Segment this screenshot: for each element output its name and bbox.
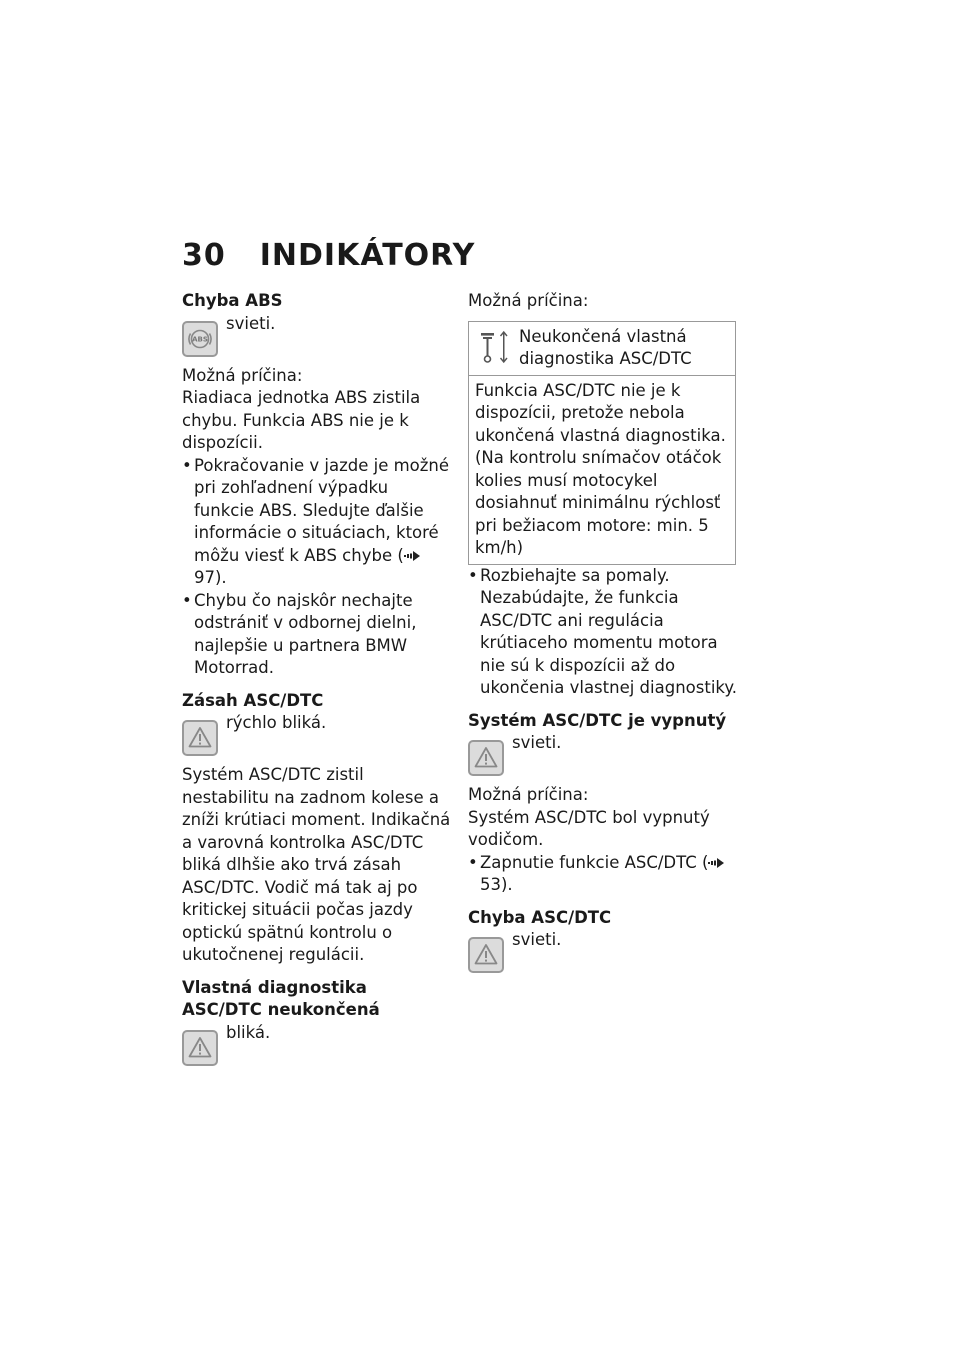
abs-warning-icon <box>182 321 218 357</box>
action-list <box>468 565 738 700</box>
chapter-title: INDIKÁTORY <box>259 238 476 273</box>
section-asc-off <box>468 710 738 897</box>
section-self-diagnosis-incomplete <box>182 977 452 1066</box>
indicator-row <box>182 1022 452 1066</box>
page-reference[interactable]: 53 <box>480 875 501 894</box>
indicator-row <box>182 712 452 756</box>
indicator-status: svieti. <box>226 313 276 333</box>
page-reference[interactable]: 97 <box>194 568 215 587</box>
section-heading: Zásah ASC/DTC <box>182 690 324 710</box>
list-item: • Chybu čo najskôr nechajte odstrániť v odbornej dielni, najlepšie u partnera BMW Motorrad. <box>182 590 452 680</box>
action-list <box>468 852 738 897</box>
indicator-status: bliká. <box>226 1022 271 1042</box>
cause-label: Možná príčina: <box>182 365 303 385</box>
asc-warning-triangle-icon <box>468 937 504 973</box>
indicator-row <box>468 929 738 973</box>
indicator-row <box>468 732 738 776</box>
section-asc-intervention <box>182 690 452 967</box>
info-box-body: Funkcia ASC/DTC nie je k dispozícii, pretože nebola ukončená vlastná diagnostika. (Na kontrolu snímačov otáčok kolies musí motocykel dosiahnuť minimálnu rýchlosť pri bežiacom motore: min. 5 km/h) <box>475 380 726 557</box>
page-reference-arrow-icon <box>404 550 420 562</box>
indicator-row <box>182 313 452 357</box>
indicator-status: rýchlo bliká. <box>226 713 327 732</box>
asc-warning-triangle-icon <box>468 740 504 776</box>
info-box <box>468 321 736 565</box>
description-text: Systém ASC/DTC zistil nestabilitu na zadnom kolese a zníži krútiaci moment. Indikačná a varovná kontrolka ASC/DTC bliká dlhšie ako trvá zásah ASC/DTC. Vodič má tak aj po kritickej situácii počas jazdy optickú spätnú kontrolu o ukutočnenej regulácii. <box>182 765 451 964</box>
page-reference-arrow-icon <box>708 857 724 869</box>
cause-text: Systém ASC/DTC bol vypnutý vodičom. <box>468 807 710 849</box>
info-box-header <box>469 322 735 376</box>
list-item: • Pokračovanie v jazde je možné pri zohľadnení výpadku funkcie ABS. Sledujte ďalšie informácie o situáciach, ktoré môžu viesť k ABS chybe (97). <box>182 455 452 590</box>
section-heading: Chyba ASC/DTC <box>468 907 612 927</box>
list-item: • Rozbiehajte sa pomaly. Nezabúdajte, že funkcia ASC/DTC ani regulácia krútiaceho momentu motora nie sú k dispozícii až do ukončenia vlastnej diagnostiky. <box>468 565 738 700</box>
diagnostics-icon <box>479 330 509 364</box>
indicator-status: svieti. <box>512 733 562 752</box>
list-item: • Zapnutie funkcie ASC/DTC (53). <box>468 852 738 897</box>
page-number: 30 <box>182 238 226 273</box>
action-list <box>182 455 452 680</box>
cause-label: Možná príčina: <box>468 785 589 804</box>
section-heading: Systém ASC/DTC je vypnutý <box>468 710 727 730</box>
page-title <box>182 238 475 273</box>
info-box-title: Neukončená vlastná diagnostika ASC/DTC <box>519 326 692 368</box>
cause-text: Riadiaca jednotka ABS zistila chybu. Funkcia ABS nie je k dispozícii. <box>182 388 421 452</box>
section-asc-fault <box>468 907 738 974</box>
section-heading: Vlastná diagnostika ASC/DTC neukončená <box>182 977 380 1019</box>
cause-label: Možná príčina: <box>468 291 589 310</box>
section-self-diagnosis-cause <box>468 290 738 700</box>
indicator-status: svieti. <box>512 930 562 949</box>
asc-warning-triangle-icon <box>182 1030 218 1066</box>
abs-icon-label: ABS <box>192 335 208 344</box>
right-column <box>468 290 738 981</box>
left-column <box>182 290 452 1074</box>
section-abs-fault <box>182 290 452 680</box>
section-heading: Chyba ABS <box>182 291 283 310</box>
asc-warning-triangle-icon <box>182 720 218 756</box>
